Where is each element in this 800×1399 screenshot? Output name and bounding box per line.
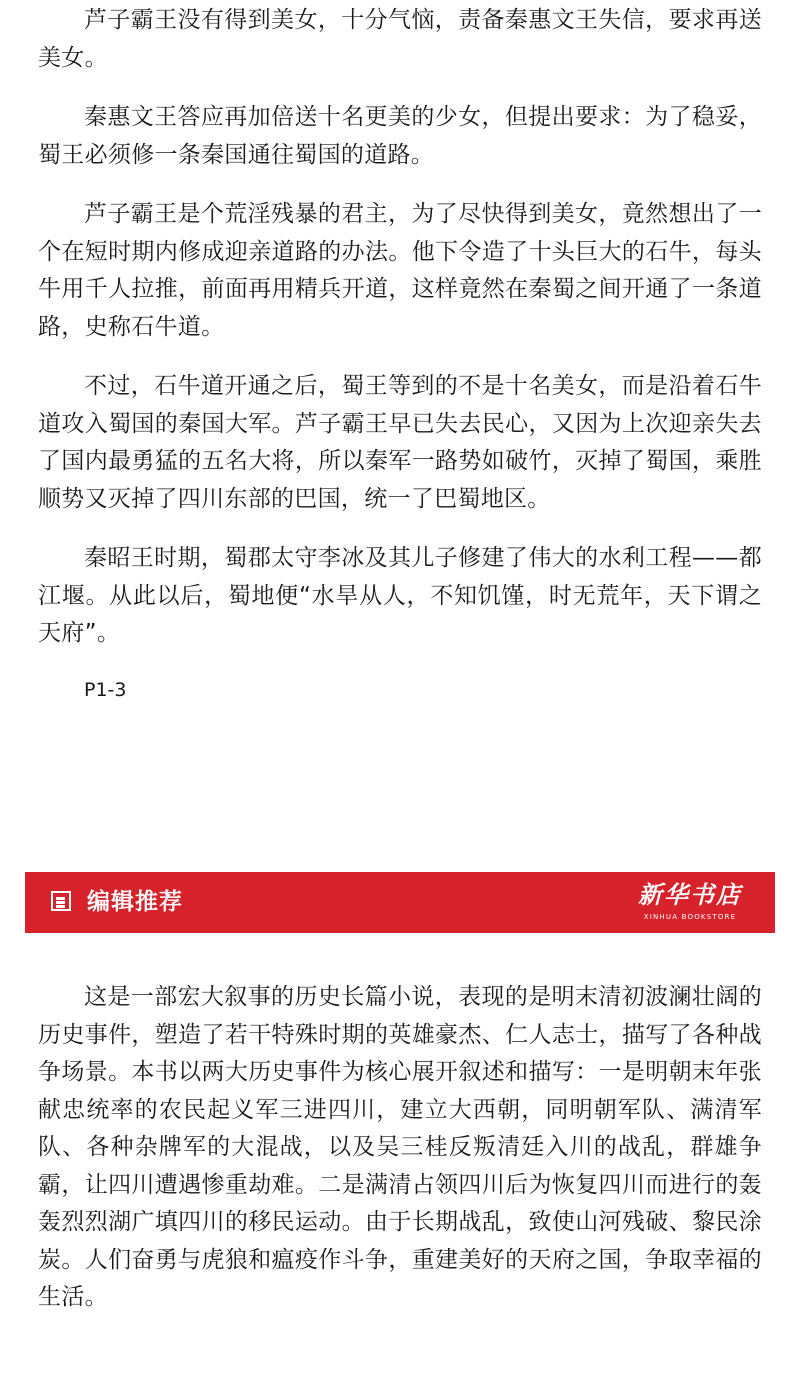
xinhua-bookstore-logo	[635, 880, 745, 922]
recommendation-paragraph: 这是一部宏大叙事的历史长篇小说，表现的是明末清初波澜壮阔的历史事件，塑造了若干特殊时期的英雄豪杰、仁人志士，描写了各种战争场景。本书以两大历史事件为核心展开叙述和描写：一是明朝末年张献忠统率的农民起义军三进四川，建立大西朝，同明朝军队、满清军队、各种杂牌军的大混战，以及吴三桂反叛清廷入川的战乱，群雄争霸，让四川遭遇惨重劫难。二是满清占领四川后为恢复四川而进行的轰轰烈烈湖广填四川的移民运动。由于长期战乱，致使山河残破、黎民涂炭。人们奋勇与虎狼和瘟疫作斗争，重建美好的天府之国，争取幸福的生活。	[38, 984, 762, 1310]
section-title: 编辑推荐	[87, 889, 183, 915]
page-reference: P1-3	[84, 678, 127, 701]
editor-recommendation-banner	[25, 872, 775, 933]
article-paragraph: 秦昭王时期，蜀郡太守李冰及其儿子修建了伟大的水利工程——都江堰。从此以后，蜀地便“水旱从人，不知饥馑，时无荒年，天下谓之天府”。	[38, 545, 762, 646]
brand-name-en: XINHUA BOOKSTORE	[643, 913, 737, 921]
article-paragraph: 芦子霸王没有得到美女，十分气恼，责备秦惠文王失信，要求再送美女。	[38, 7, 762, 71]
document-icon	[51, 891, 71, 911]
recommendation-body	[38, 979, 762, 1339]
article-paragraph: 芦子霸王是个荒淫残暴的君主，为了尽快得到美女，竟然想出了一个在短时期内修成迎亲道路的办法。他下令造了十头巨大的石牛，每头牛用千人拉推，前面再用精兵开道，这样竟然在秦蜀之间开通了一条道路，史称石牛道。	[38, 201, 762, 340]
article-body	[38, 2, 762, 705]
article-paragraph: 不过，石牛道开通之后，蜀王等到的不是十名美女，而是沿着石牛道攻入蜀国的秦国大军。芦子霸王早已失去民心，又因为上次迎亲失去了国内最勇猛的五名大将，所以秦军一路势如破竹，灭掉了蜀国，乘胜顺势又灭掉了四川东部的巴国，统一了巴蜀地区。	[38, 373, 762, 512]
article-paragraph: 秦惠文王答应再加倍送十名更美的少女，但提出要求：为了稳妥，蜀王必须修一条秦国通往蜀国的道路。	[38, 104, 762, 168]
brand-name-cn: 新华书店	[638, 880, 742, 909]
